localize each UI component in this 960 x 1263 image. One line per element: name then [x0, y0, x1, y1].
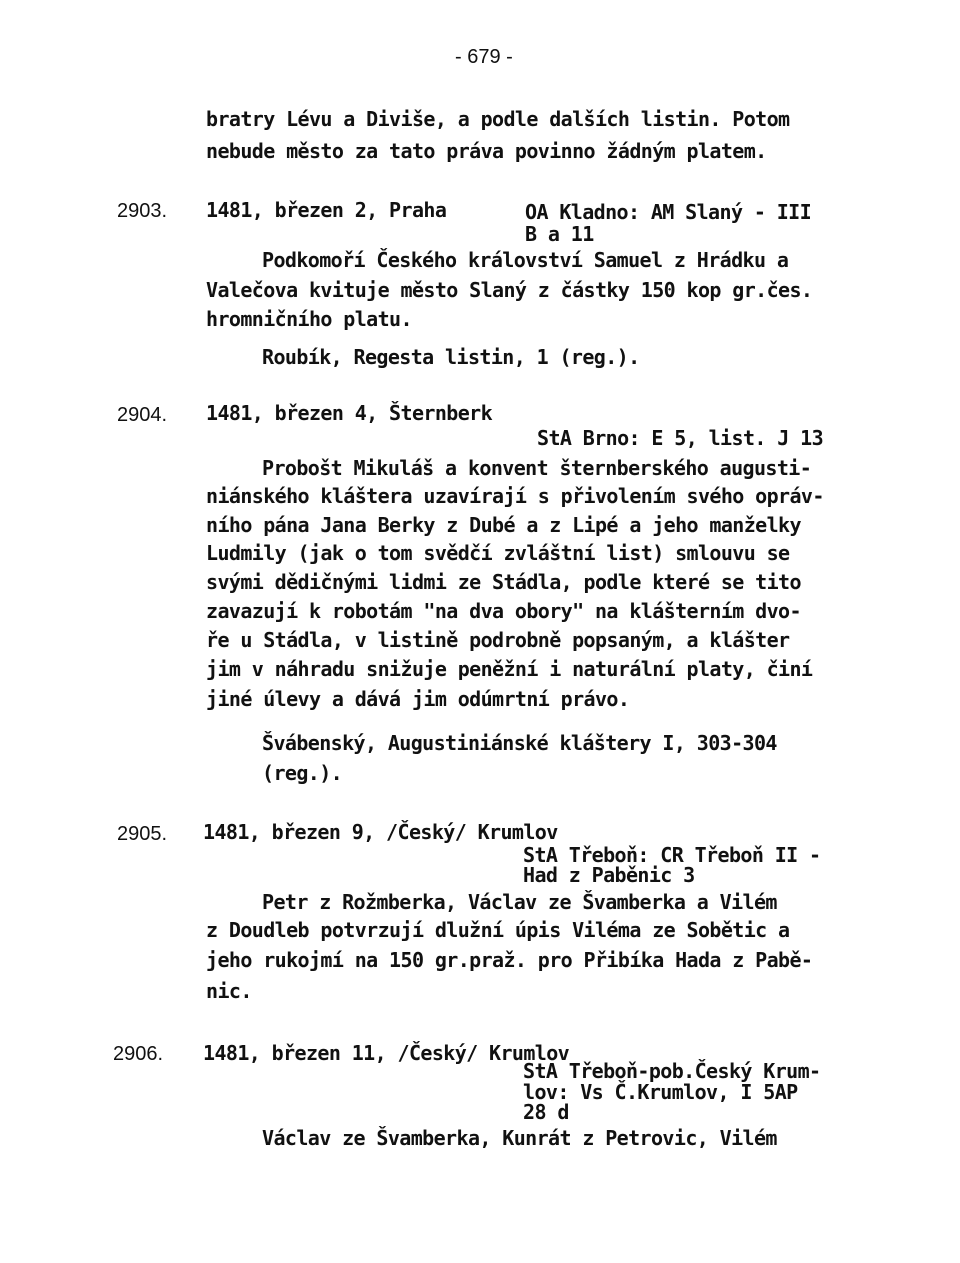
entry-archive-line: B a 11 [525, 222, 594, 246]
entry-text-line: zavazují k robotám "na dva obory" na klášterním dvo- [206, 599, 801, 623]
entry-text-line: jeho rukojmí na 150 gr.praž. pro Přibíka Hada z Pabě- [206, 948, 813, 972]
entry-archive-line: lov: Vs Č.Krumlov, I 5AP [523, 1080, 798, 1104]
entry-archive-line: Had z Paběnic 3 [523, 863, 695, 887]
entry-text-line: jim v náhradu snižuje peněžní i naturální platy, činí [206, 657, 813, 681]
intro-line: nebude město za tato práva povinno žádným platem. [206, 139, 767, 163]
entry-date-place: 1481, březen 9, /Český/ Krumlov [203, 820, 558, 844]
entry-text-line: Podkomoří Českého království Samuel z Hrádku a [262, 248, 789, 272]
entry-archive-line: 28 d [523, 1100, 569, 1124]
entry-text-line: niánského kláštera uzavírají s přivolením svého opráv- [206, 484, 824, 508]
entry-text-line: ního pána Jana Berky z Dubé a z Lipé a jeho manželky [206, 513, 801, 537]
entry-archive-line: StA Brno: E 5, list. J 13 [537, 426, 824, 450]
page-number: - 679 - [455, 46, 513, 68]
entry-text-line: Václav ze Švamberka, Kunrát z Petrovic, Vilém [262, 1126, 777, 1150]
entry-text-line: Probošt Mikuláš a konvent šternberského augusti- [262, 456, 812, 480]
entry-archive-line: StA Třeboň: CR Třeboň II - [523, 843, 821, 867]
entry-text-line: ře u Stádla, v listině podrobně popsaným, a klášter [206, 628, 790, 652]
entry-archive-line: OA Kladno: AM Slaný - III [525, 200, 812, 224]
entry-text-line: svými dědičnými lidmi ze Stádla, podle které se tito [206, 570, 801, 594]
entry-reference-line: Švábenský, Augustiniánské kláštery I, 303-304 [262, 731, 777, 755]
entry-date-place: 1481, březen 2, Praha [206, 198, 447, 222]
entry-archive-line: StA Třeboň-pob.Český Krum- [523, 1059, 821, 1083]
entry-text-line: nic. [206, 979, 252, 1003]
entry-number: 2906. [113, 1043, 164, 1065]
intro-line: bratry Lévu a Diviše, a podle dalších listin. Potom [206, 107, 790, 131]
entry-text-line: hromničního platu. [206, 307, 412, 331]
entry-text-line: Ludmily (jak o tom svědčí zvláštní list) smlouvu se [206, 541, 790, 565]
entry-text-line: jiné úlevy a dává jim odúmrtní právo. [206, 687, 630, 711]
entry-reference-line: (reg.). [262, 761, 343, 785]
entry-date-place: 1481, březen 4, Šternberk [206, 401, 493, 425]
entry-text-line: Petr z Rožmberka, Václav ze Švamberka a Vilém [262, 890, 777, 914]
entry-reference-line: Roubík, Regesta listin, 1 (reg.). [262, 345, 640, 369]
entry-number: 2905. [117, 823, 168, 845]
entry-text-line: Valečova kvituje město Slaný z částky 150 kop gr.čes. [206, 278, 813, 302]
entry-text-line: z Doudleb potvrzují dlužní úpis Viléma ze Sobětic a [206, 918, 790, 942]
entry-number: 2904. [117, 404, 168, 426]
entry-date-place: 1481, březen 11, /Český/ Krumlov [203, 1041, 570, 1065]
entry-number: 2903. [117, 200, 168, 222]
